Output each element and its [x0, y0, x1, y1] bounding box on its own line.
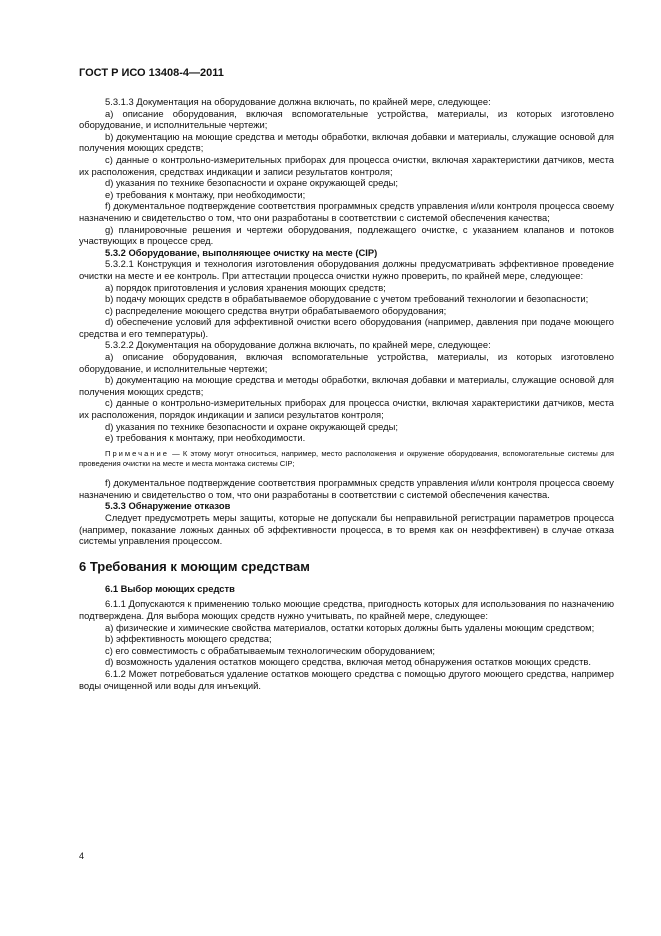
body-paragraph: c) данные о контрольно-измерительных приборах для процесса очистки, включая характеристики датчиков, места их расположения, порядок индикации и записи результатов контроля;: [79, 397, 614, 421]
note-label: Примечание: [105, 448, 169, 458]
body-paragraph: e) требования к монтажу, при необходимости.: [105, 432, 306, 444]
section-heading: 6 Требования к моющим средствам: [79, 558, 310, 574]
body-paragraph: d) обеспечение условий для эффективной очистки всего оборудования (например, давления при подаче моющего средства и его температуры).: [79, 316, 614, 339]
body-paragraph: Следует предусмотреть меры защиты, которые не допускали бы неправильной регистрации параметров процесса (например, показание ложных данных об эффективности процесса, в то время как он неэффективен) в случае отказа системы управления процессом.: [79, 512, 614, 547]
body-paragraph: f) документальное подтверждение соответствия программных средств управления и/или контроля процесса своему назначению и свидетельство о том, что они разработаны в соответствии с системой обеспечения качества.: [79, 477, 614, 500]
body-paragraph: g) планировочные решения и чертежи оборудования, подлежащего очистке, с указанием клапанов и потоков участвующих в процессе сред.: [79, 223, 614, 247]
subsection-heading: 5.3.3 Обнаружение отказов: [105, 500, 231, 512]
subsection-heading: 6.1 Выбор моющих средств: [105, 582, 235, 594]
body-paragraph: a) описание оборудования, включая вспомогательные устройства, материалы, из которых изготовлено оборудование, и исполнительные чертежи;: [79, 351, 614, 374]
body-paragraph: 5.3.2.1 Конструкция и технология изготовления оборудования должны предусматривать эффективное проведение очистки на месте и ее контроль. При аттестации процесса очистки нужно проверить, по крайней мере, следующее:: [79, 258, 614, 281]
body-paragraph: a) порядок приготовления и условия хранения моющих средств;: [105, 281, 386, 293]
body-paragraph: a) физические и химические свойства материалов, остатки которых должны быть удалены моющим средством;: [105, 621, 595, 633]
body-paragraph: 6.1.2 Может потребоваться удаление остатков моющего средства с помощью другого моющего средства, например воды очищенной или воды для инъекций.: [79, 667, 614, 691]
body-paragraph: f) документальное подтверждение соответствия программных средств управления и/или контроля процесса своему назначению и свидетельство о том, что они разработаны в соответствии с системой обеспечения качества;: [79, 200, 614, 223]
document-body: [79, 96, 614, 691]
note-paragraph: [79, 449, 614, 469]
document-header: ГОСТ Р ИСО 13408-4—2011: [79, 67, 224, 79]
body-paragraph: e) требования к монтажу, при необходимости;: [105, 188, 306, 200]
body-paragraph: 5.3.1.3 Документация на оборудование должна включать, по крайней мере, следующее:: [105, 96, 491, 107]
body-paragraph: b) подачу моющих средств в обрабатываемое оборудование с учетом требований технологии и безопасности;: [105, 293, 589, 305]
body-paragraph: c) его совместимость с обрабатываемым технологическим оборудованием;: [105, 644, 436, 656]
body-paragraph: 6.1.1 Допускаются к применению только моющие средства, пригодность которых для использования по назначению подтверждена. Для выбора моющих средств нужно учитывать, по крайней мере, следующее:: [79, 598, 614, 621]
body-paragraph: d) возможность удаления остатков моющего средства, включая метод обнаружения остатков моющих средств.: [105, 656, 591, 668]
body-paragraph: d) указания по технике безопасности и охране окружающей среды;: [105, 420, 398, 432]
note-text: — К этому могут относиться, например, место расположения и окружение оборудования, вспомогательные системы для проведения очистки на месте и места монтажа системы CIP;: [79, 448, 614, 469]
body-paragraph: 5.3.2.2 Документация на оборудование должна включать, по крайней мере, следующее:: [105, 339, 491, 351]
body-paragraph: a) описание оборудования, включая вспомогательные устройства, материалы, из которых изготовлено оборудование, и исполнительные чертежи;: [79, 107, 614, 131]
body-paragraph: b) документацию на моющие средства и методы обработки, включая добавки и материалы, служащие основой для получения моющих средств;: [79, 130, 614, 154]
page-number: 4: [79, 851, 85, 861]
body-paragraph: b) эффективность моющего средства;: [105, 633, 272, 645]
body-paragraph: b) документацию на моющие средства и методы обработки, включая добавки и материалы, служащие основой для получения моющих средств;: [79, 374, 614, 397]
body-paragraph: c) распределение моющего средства внутри обрабатываемого оборудования;: [105, 304, 447, 316]
subsection-heading: 5.3.2 Оборудование, выполняющее очистку на месте (CIP): [105, 246, 378, 258]
body-paragraph: c) данные о контрольно-измерительных приборах для процесса очистки, включая характеристики датчиков, места их расположения, средствах индикации и записи результатов контроля;: [79, 153, 614, 177]
body-paragraph: d) указания по технике безопасности и охране окружающей среды;: [105, 177, 398, 189]
